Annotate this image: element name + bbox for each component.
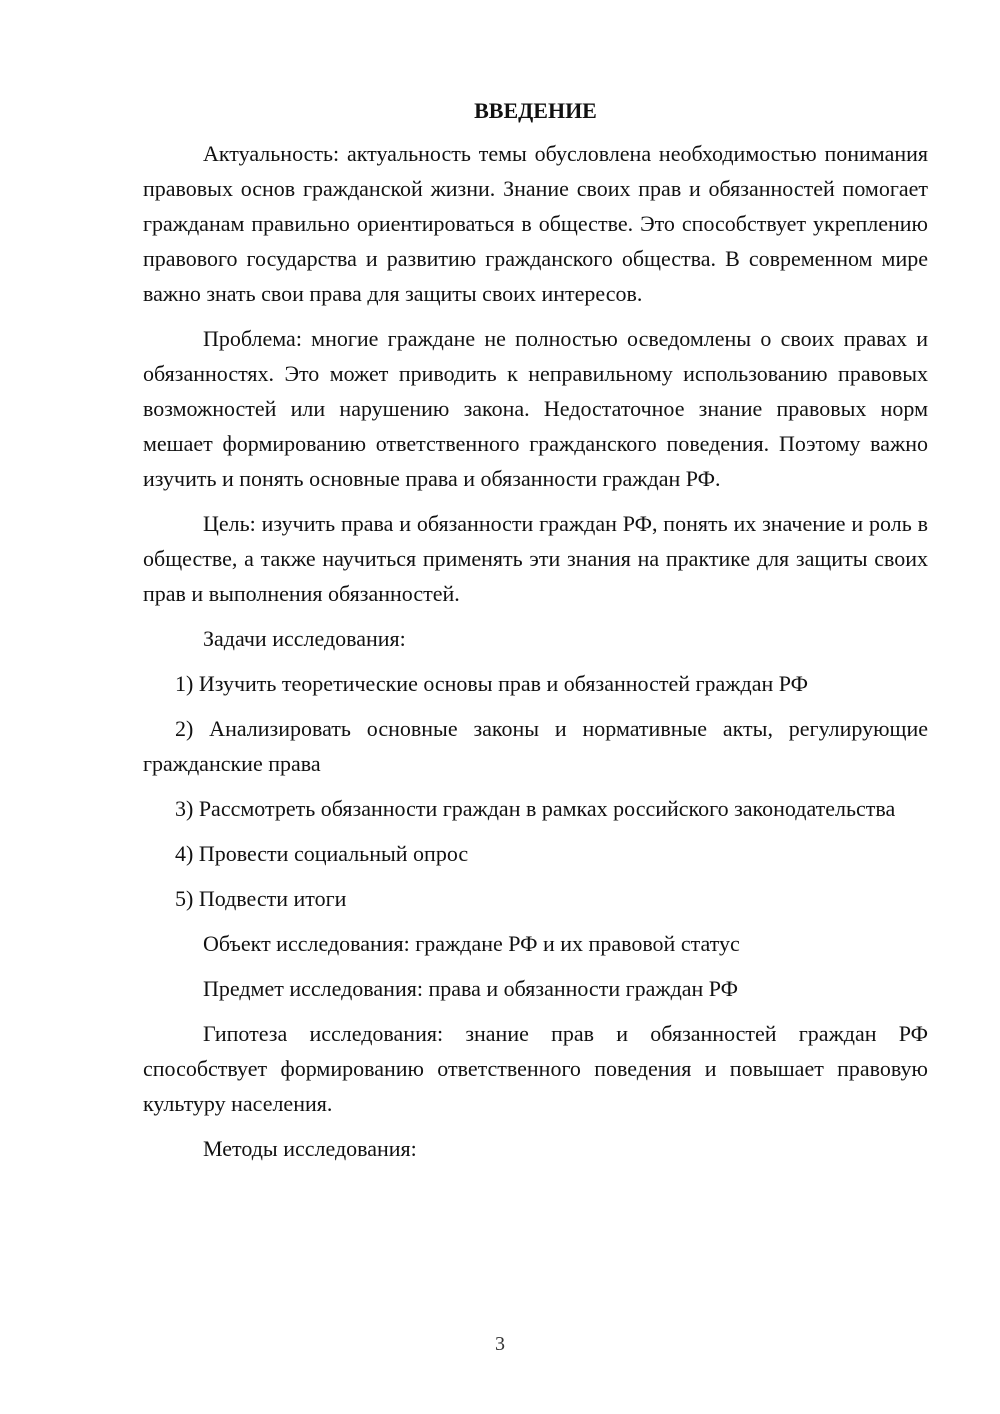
task-item: 2) Анализировать основные законы и нормативные акты, регулирующие гражданские права — [143, 716, 928, 776]
page-number: 3 — [495, 1333, 505, 1355]
task-item: 3) Рассмотреть обязанности граждан в рамках российского законодательства — [175, 796, 896, 821]
paragraph-problem: Проблема: многие граждане не полностью осведомлены о своих правах и обязанностях. Это может приводить к неправильному использованию правовых возможностей или нарушению закона. Недостаточное знание правовых норм мешает формированию ответственного гражданского поведения. Поэтому важно изучить и понять основные права и обязанности граждан РФ. — [143, 326, 928, 491]
paragraph-subject: Предмет исследования: права и обязанности граждан РФ — [203, 976, 739, 1001]
paragraph-goal: Цель: изучить права и обязанности граждан РФ, понять их значение и роль в обществе, а также научиться применять эти знания на практике для защиты своих прав и выполнения обязанностей. — [143, 511, 928, 606]
paragraph-methods: Методы исследования: — [203, 1136, 417, 1161]
paragraph-object: Объект исследования: граждане РФ и их правовой статус — [203, 931, 740, 956]
paragraph-tasks-heading: Задачи исследования: — [203, 626, 406, 651]
task-item: 4) Провести социальный опрос — [175, 841, 469, 866]
document-page — [143, 96, 928, 1176]
paragraph-relevance: Актуальность: актуальность темы обусловлена необходимостью понимания правовых основ гражданской жизни. Знание своих прав и обязанностей помогает гражданам правильно ориентироваться в обществе. Это способствует укреплению правового государства и развитию гражданского общества. В современном мире важно знать свои права для защиты своих интересов. — [143, 141, 928, 306]
document-title: ВВЕДЕНИЕ — [474, 98, 597, 123]
paragraph-hypothesis: Гипотеза исследования: знание прав и обязанностей граждан РФ способствует формированию ответственного поведения и повышает правовую культуру населения. — [143, 1021, 928, 1116]
task-item: 5) Подвести итоги — [175, 886, 347, 911]
task-item: 1) Изучить теоретические основы прав и обязанностей граждан РФ — [175, 671, 808, 696]
